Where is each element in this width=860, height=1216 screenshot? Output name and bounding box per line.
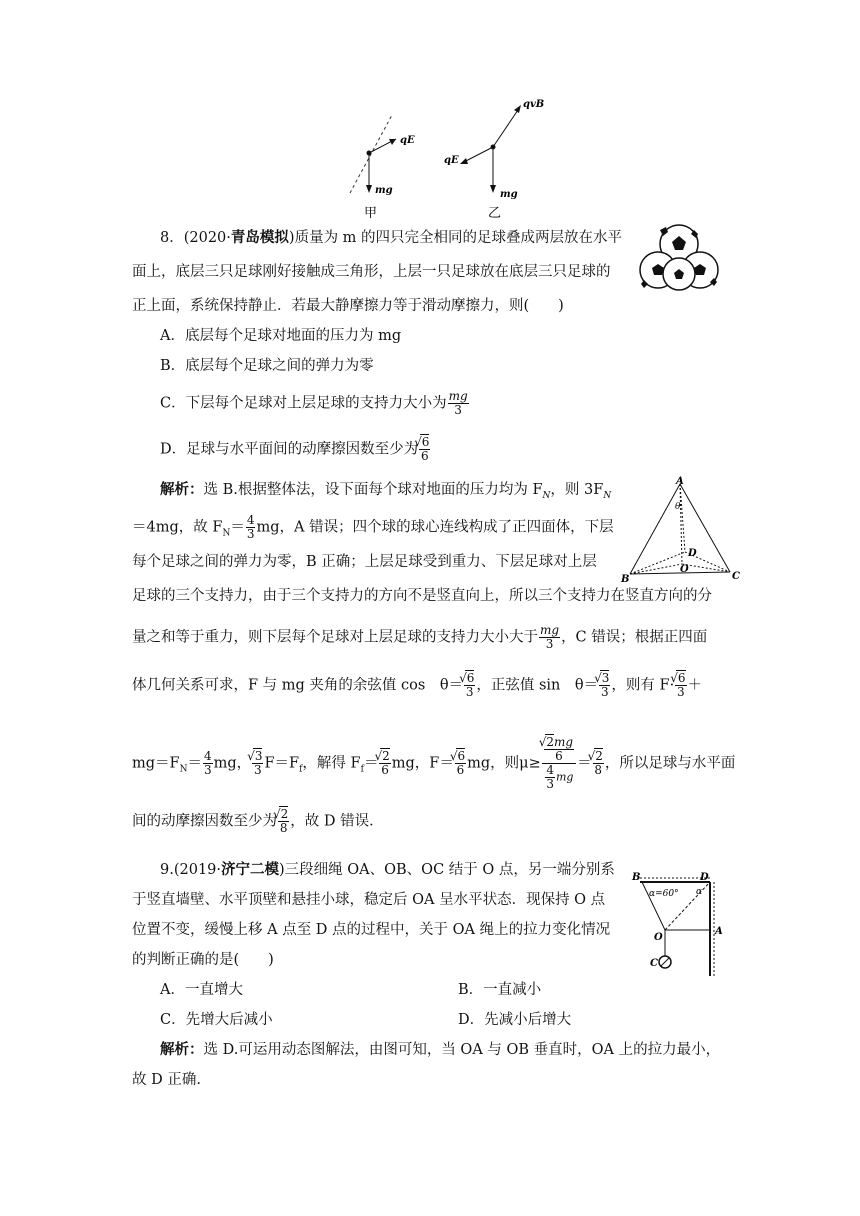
label-qE-right: qE	[444, 155, 459, 166]
analysis8-line2: ＝4mg，故 $F_N=$ $\frac{4}{3}$ mg，A 错误；四个球的球心连线构成了正四面体，下层	[132, 513, 614, 541]
tetrahedron-diagram	[620, 476, 745, 586]
svg-text:α=60°: α=60°	[649, 889, 679, 899]
analysis8-line3: 每个足球之间的弹力为零，B 正确；上层足球受到重力、下层足球对上层	[132, 554, 597, 570]
svg-text:B: B	[632, 872, 641, 883]
q8-line2: 面上，底层三只足球刚好接触成三角形，上层一只足球放在底层三只足球的	[132, 264, 611, 280]
q9-option-a: A．一直增大	[160, 982, 243, 998]
label-mg-right: mg	[500, 189, 518, 200]
svg-text:O: O	[654, 932, 663, 943]
analysis8-line6: 体几何关系可求，F 与 mg 夹角的余弦值 cos θ＝ √ $\frac{6}{3}$ ，正弦值 sin θ＝ √ $\frac{3}{3}$ ，则有 F· √ $\frac{6}{3}$ ＋	[132, 672, 702, 699]
caption-jia: 甲	[364, 206, 378, 220]
analysis8-line5: 量之和等于重力，则下层每个足球对上层足球的支持力大小大于 $\frac{mg}{3}$ ，C 错误；根据正四面	[132, 623, 708, 651]
svg-text:C: C	[732, 571, 740, 582]
football-stack-image	[638, 222, 720, 294]
q9-line3: 位置不变，缓慢上移 A 点至 D 点的过程中，关于 OA 绳上的拉力变化情况	[132, 922, 611, 938]
svg-text:O: O	[680, 564, 689, 575]
label-qvB: qvB	[523, 99, 545, 110]
q9-option-d: D．先减小后增大	[458, 1012, 572, 1028]
analysis8-line4: 足球的三个支持力，由于三个支持力的方向不是竖直向上，所以三个支持力在竖直方向的分	[132, 588, 712, 604]
svg-text:A: A	[715, 926, 723, 937]
q9-line1: 9.(2019·济宁二模)三段细绳 OA、OB、OC 结于 O 点，另一端分别系	[160, 861, 615, 878]
analysis9-line2: 故 D 正确.	[132, 1072, 201, 1088]
analysis8-line8: 间的动摩擦因数至少为 √ $\frac{2}{8}$ ，故 D 错误．	[132, 808, 384, 835]
q9-line2: 于竖直墙壁、水平顶壁和悬挂小球，稳定后 OA 呈水平状态．现保持 O 点	[132, 892, 606, 908]
label-mg-left: mg	[375, 185, 393, 196]
analysis8-line1: 解析：选 B.根据整体法，设下面每个球对地面的压力均为 $F_N$，则 $3F_N$	[160, 481, 612, 501]
svg-text:B: B	[621, 574, 630, 585]
q8-line3: 正上面，系统保持静止．若最大静摩擦力等于滑动摩擦力，则( )	[132, 298, 564, 314]
rope-diagram	[630, 870, 730, 982]
q8-option-b: B．底层每个足球之间的弹力为零	[160, 358, 374, 374]
q8-option-d: D．足球与水平面间的动摩擦因数至少为 √ $\frac{6}{6}$	[160, 436, 431, 463]
q9-option-b: B．一直减小	[458, 982, 542, 998]
q8-option-a: A．底层每个足球对地面的压力为 mg	[160, 328, 402, 344]
svg-text:D: D	[700, 872, 709, 883]
svg-text:C: C	[650, 958, 658, 969]
caption-yi: 乙	[488, 206, 502, 220]
label-qE-left: qE	[400, 135, 415, 146]
q9-option-c: C．先增大后减小	[160, 1012, 273, 1028]
q8-option-c: C．下层每个足球对上层足球的支持力大小为 $\frac{mg}{3}$	[160, 389, 468, 417]
svg-text:D: D	[688, 548, 697, 559]
analysis9-line1: 解析：选 D.可运用动态图解法，由图可知，当 OA 与 OB 垂直时，OA 上的拉力最小，	[160, 1041, 721, 1058]
analysis8-line7: $mg=F_N=$ $\frac{4}{3}$ mg， √ $\frac{3}{3}$ $F=F_f$，解得 $F_f=$ √ $\frac{2}{6}$ mg，F＝ √ $\frac{6}{6}$ mg，则μ≥ √ $\frac{2mg}{6}$ $\frac{4}{3}$ mg ＝ √ $\frac{2}{8}$ ，所以足球与水平面	[132, 736, 735, 791]
q9-line4: 的判断正确的是( )	[132, 952, 274, 968]
svg-text:A: A	[676, 476, 684, 487]
svg-text:α: α	[696, 887, 703, 897]
force-diagram-figure	[330, 95, 560, 220]
svg-text:θ: θ	[675, 502, 681, 512]
q8-line1: 8．(2020·青岛模拟)质量为 m 的四只完全相同的足球叠成两层放在水平	[160, 229, 623, 246]
